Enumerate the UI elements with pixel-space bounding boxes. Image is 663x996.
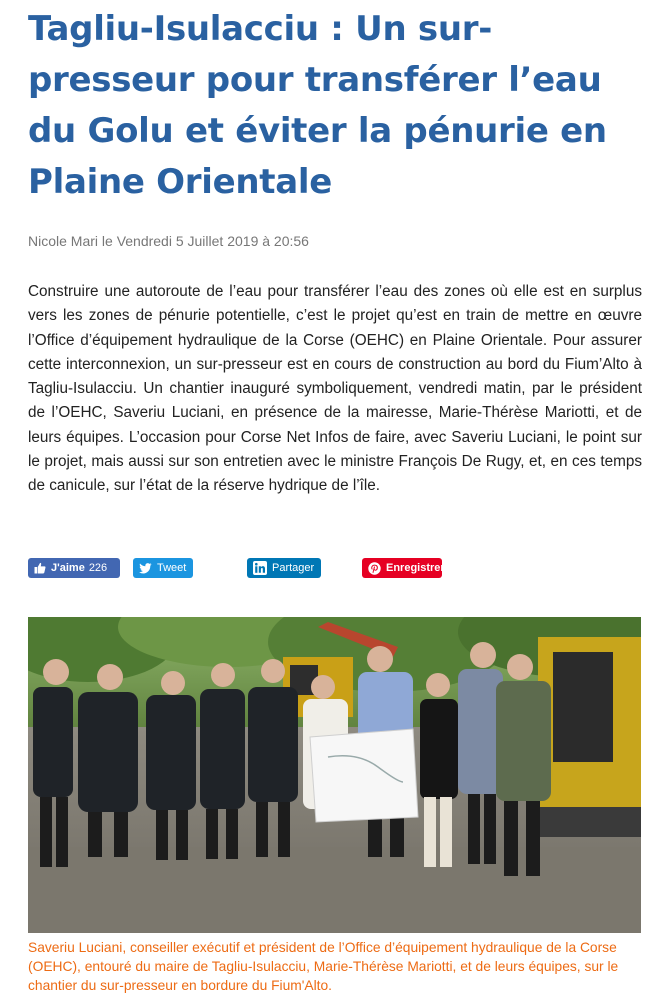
facebook-like-count: 226: [88, 562, 108, 574]
photo-caption: Saveriu Luciani, conseiller exécutif et président de l’Office d’équipement hydraulique de la Corse (OEHC), entouré du maire de Tagliu-Isulacciu, Marie-Thérèse Mariotti, et de leurs équipes, sur le chantier du sur-presseur en bordure du Fium'Alto.: [28, 940, 619, 993]
facebook-like-label: J'aime: [51, 562, 85, 574]
tweet-button[interactable]: [133, 558, 193, 578]
article-byline: Nicole Mari le Vendredi 5 Juillet 2019 à 20:56: [28, 233, 309, 249]
tweet-label: Tweet: [157, 562, 187, 574]
pinterest-icon: [368, 562, 381, 575]
construction-site-group-photo: [28, 617, 641, 933]
pinterest-save-label: Enregistrer: [386, 562, 445, 574]
thumbs-up-icon: [34, 562, 46, 574]
facebook-like-button[interactable]: [28, 558, 120, 578]
article-lead: Construire une autoroute de l’eau pour transférer l’eau des zones où elle est en surplus vers les zones de pénurie potentielle, c’est le projet qu’est en train de mettre en œuvre l’Office d’équipement hydraulique de la Corse (OEHC) en Plaine Orientale. Pour assurer cette interconnexion, un sur-presseur est en cours de construction au bord du Fium’Alto à Tagliu-Isulacciu. Un chantier inauguré symboliquement, vendredi matin, par le président de l’OEHC, Saveriu Luciani, en présence de la mairesse, Marie-Thérèse Mariotti, et de leurs équipes. L’occasion pour Corse Net Infos de faire, avec Saveriu Luciani, le point sur le projet, mais aussi sur son entretien avec le ministre François De Rugy, et, en ces temps de canicule, sur l’état de la réserve hydrique de l’île.: [28, 283, 642, 495]
pinterest-save-button[interactable]: [362, 558, 445, 578]
twitter-bird-icon: [139, 563, 152, 574]
linkedin-icon: [253, 561, 267, 575]
linkedin-share-label: Partager: [272, 562, 315, 574]
article-title: Tagliu-Isulacciu : Un sur-presseur pour transférer l’eau du Golu et éviter la pénurie en Plaine Orientale: [28, 9, 607, 202]
linkedin-share-button[interactable]: [247, 558, 321, 578]
article-photo: [28, 617, 641, 933]
